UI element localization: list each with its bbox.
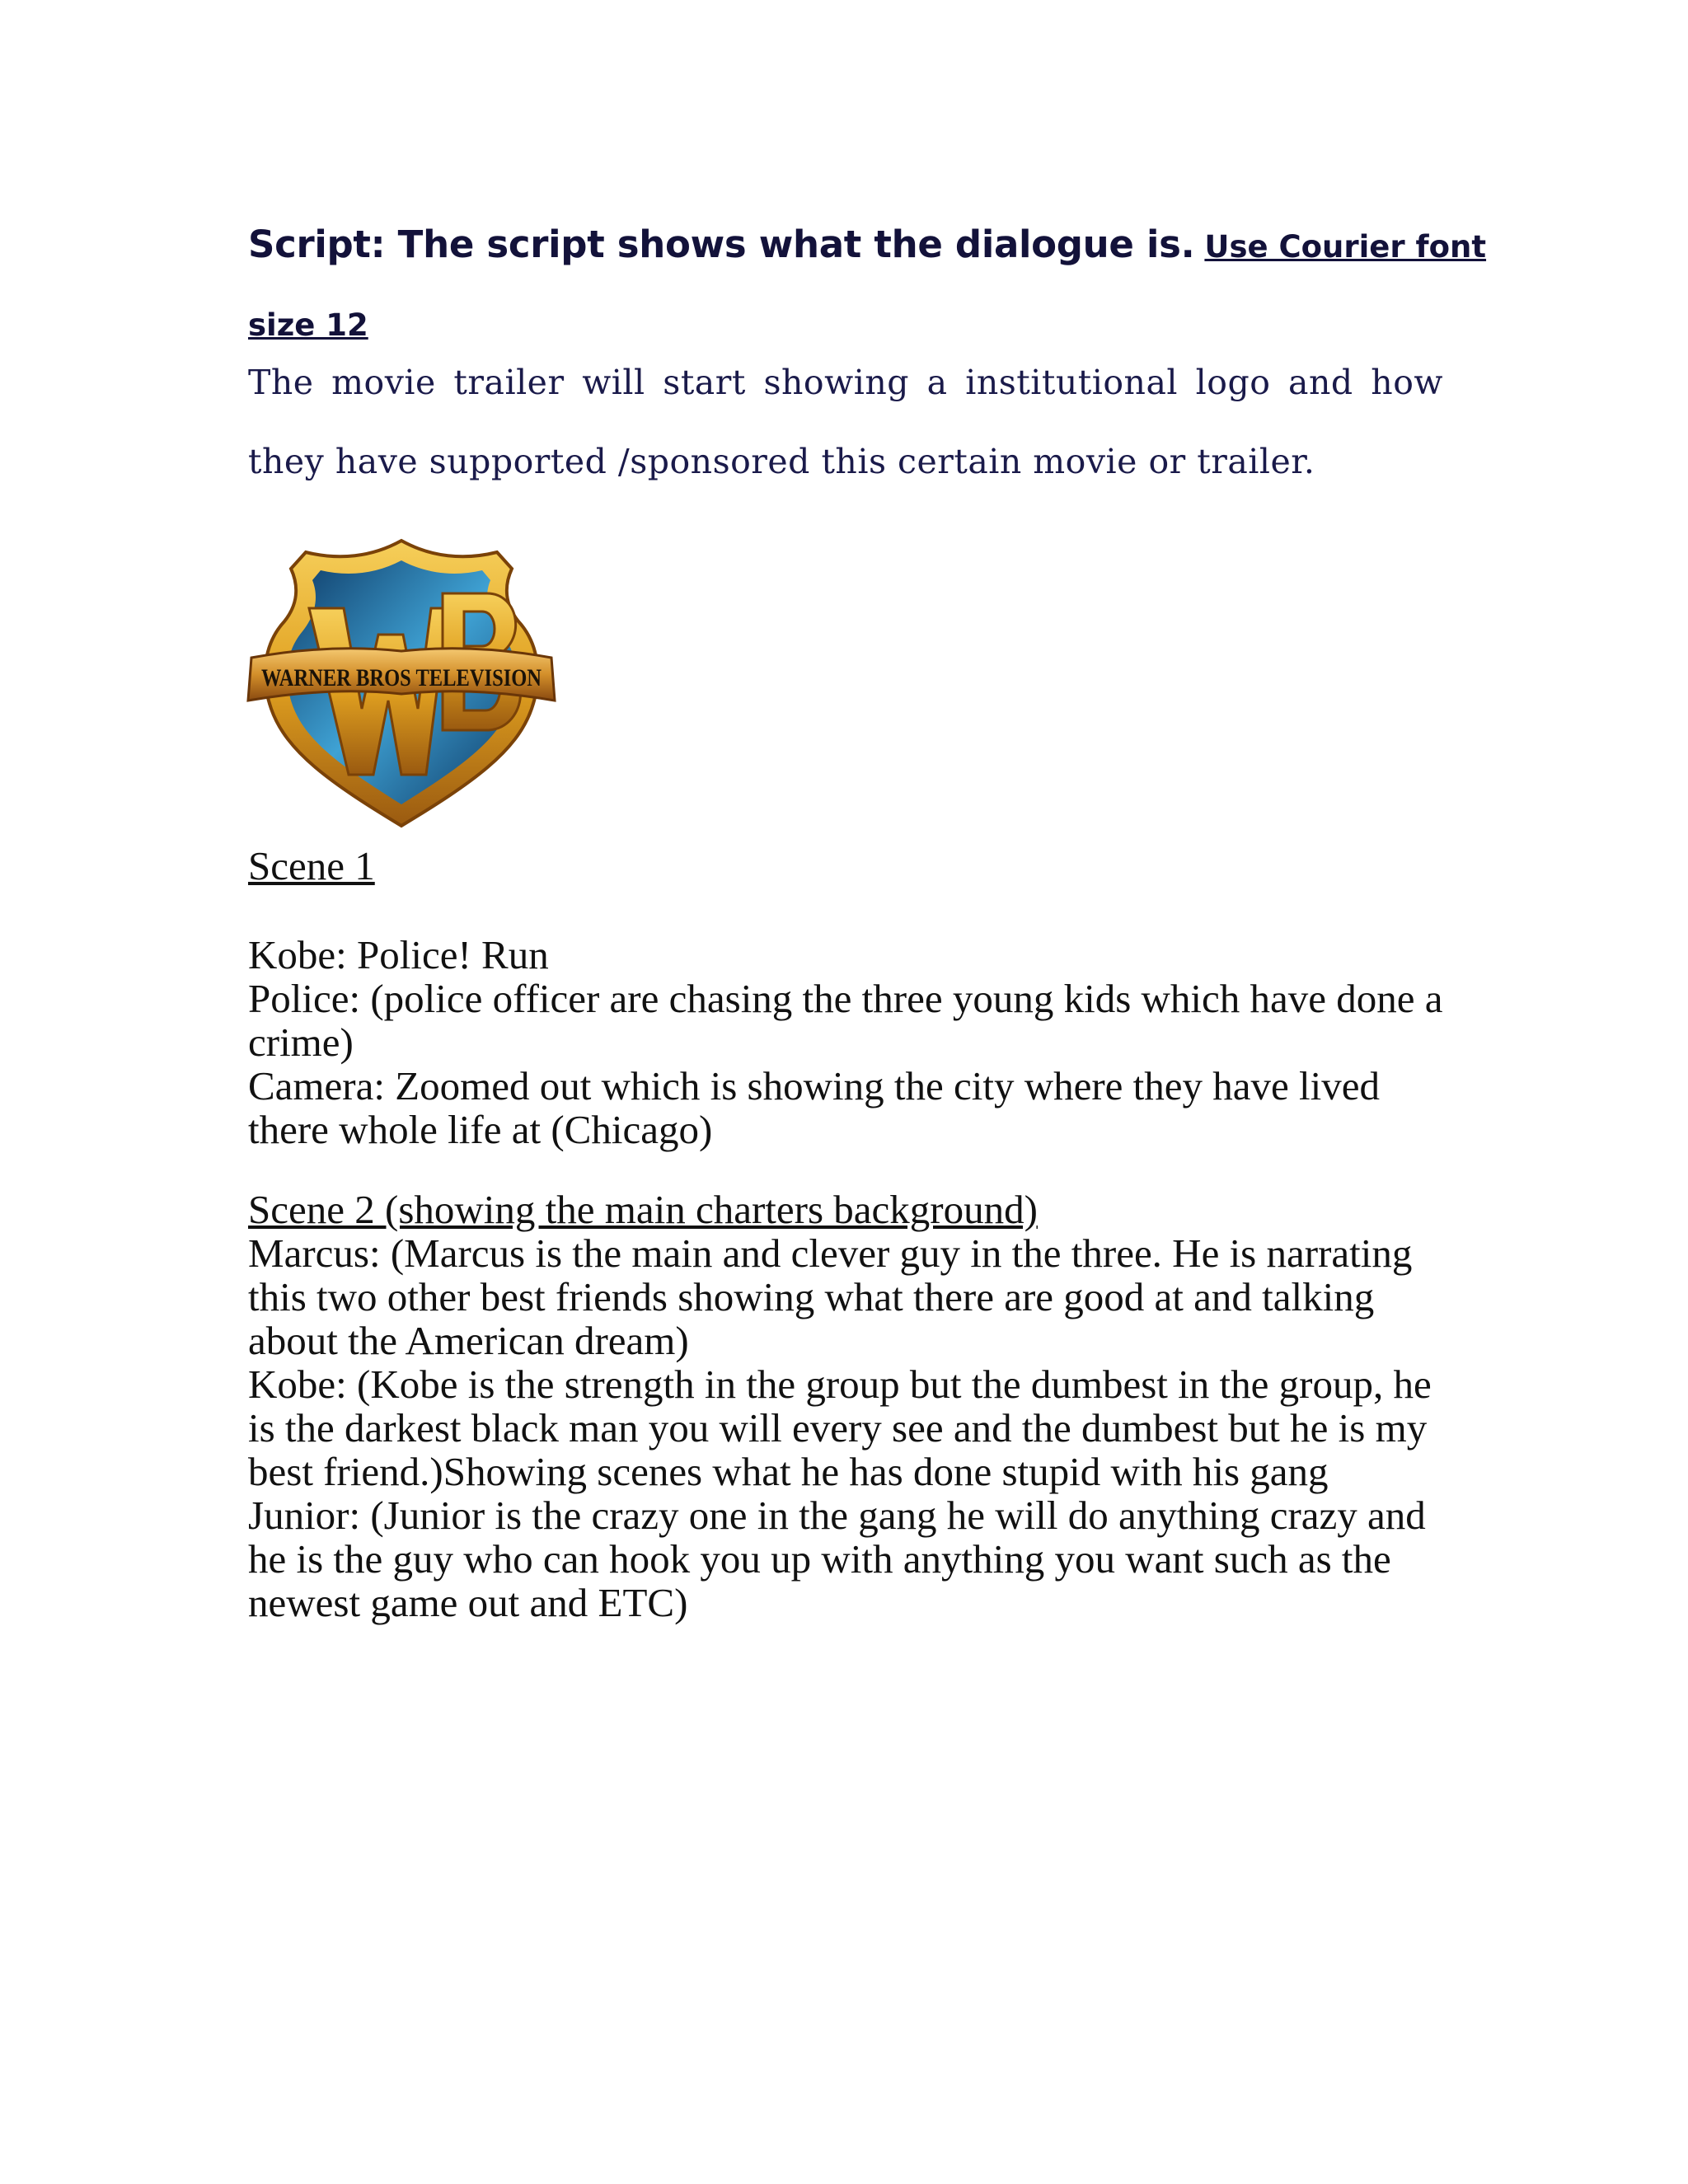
- script-body: [248, 844, 1443, 1624]
- logo-banner-text: WARNER BROS TELEVISION: [261, 664, 542, 691]
- scene-2-paragraph-marcus: Marcus: (Marcus is the main and clever guy in the three. He is narrating this two other best friends showing what there are good at and talking about the American dream): [248, 1230, 1413, 1363]
- script-title: Script: The script shows what the dialogue is.: [248, 223, 1195, 266]
- scene-2-paragraph-junior: Junior: (Junior is the crazy one in the gang he will do anything crazy and he is the guy who can hook you up with anything you want such as the newest game out and ETC): [248, 1493, 1426, 1625]
- document-content: [248, 223, 1487, 1625]
- scene-1-line: Kobe: Police! Run: [248, 932, 549, 977]
- font-instruction: Use Courier font: [1204, 229, 1487, 265]
- wb-shield-icon: [248, 536, 555, 832]
- scene-1-block: [248, 933, 1443, 1151]
- scene-1-heading: Scene 1: [248, 843, 375, 888]
- scene-2-paragraph-kobe: Kobe: (Kobe is the strength in the group but the dumbest in the group, he is the darkest black man you will every see and the dumbest but he is my best friend.)Showing scenes what he has done stupid with his gang: [248, 1361, 1432, 1494]
- scene-2-heading: Scene 2 (showing the main charters background): [248, 1187, 1038, 1232]
- scene-1-line: Camera: Zoomed out which is showing the city where they have lived there whole life at (Chicago): [248, 1063, 1381, 1152]
- intro-paragraph: The movie trailer will start showing a institutional logo and how they have supported /sponsored this certain movie or trailer.: [248, 363, 1443, 481]
- warner-bros-logo: [248, 536, 555, 832]
- header-line: [248, 223, 1487, 266]
- scene-1-line: Police: (police officer are chasing the three young kids which have done a crime): [248, 976, 1443, 1065]
- font-instruction-continued: size 12: [248, 307, 368, 343]
